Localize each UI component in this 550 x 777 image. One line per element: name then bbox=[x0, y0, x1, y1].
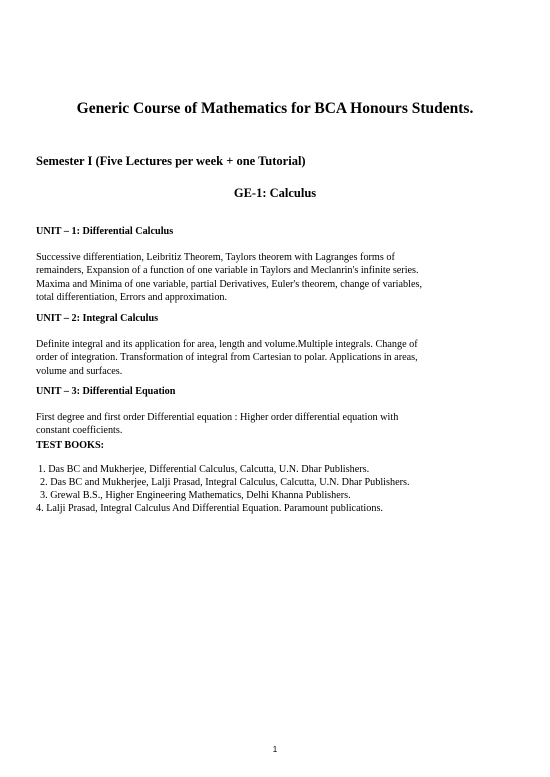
unit-2-description bbox=[36, 338, 496, 378]
semester-heading: Semester I (Five Lectures per week + one Tutorial) bbox=[36, 154, 306, 168]
unit-1-description bbox=[36, 251, 496, 305]
unit-2-line: order of integration. Transformation of integral from Cartesian to polar. Applications in areas, bbox=[36, 352, 418, 364]
unit-1-line: Maxima and Minima of one variable, partial Derivatives, Euler's theorem, change of variables, bbox=[36, 278, 422, 290]
book-item: 2. Das BC and Mukherjee, Lalji Prasad, Integral Calculus, Calcutta, U.N. Dhar Publishers. bbox=[40, 477, 410, 488]
book-item: 3. Grewal B.S., Higher Engineering Mathematics, Delhi Khanna Publishers. bbox=[40, 490, 351, 501]
unit-3-heading: UNIT – 3: Differential Equation bbox=[36, 386, 176, 397]
unit-2-line: Definite integral and its application for area, length and volume.Multiple integrals. Change of bbox=[36, 339, 418, 350]
unit-2-heading: UNIT – 2: Integral Calculus bbox=[36, 313, 159, 324]
page-number: 1 bbox=[272, 745, 278, 754]
books-heading: TEST BOOKS: bbox=[36, 440, 105, 451]
unit-3-description bbox=[36, 411, 496, 438]
course-title: GE-1: Calculus bbox=[233, 186, 317, 200]
unit-1-line: total differentiation, Errors and approximation. bbox=[36, 292, 228, 304]
unit-2-line: volume and surfaces. bbox=[36, 365, 123, 377]
unit-1-line: remainders, Expansion of a function of one variable in Taylors and Meclanrin's infinite series. bbox=[36, 265, 419, 277]
book-item: 4. Lalji Prasad, Integral Calculus And Differential Equation. Paramount publications. bbox=[36, 503, 383, 514]
unit-1-line: Successive differentiation, Leibritiz Theorem, Taylors theorem with Lagranges forms of bbox=[36, 252, 395, 263]
document-title: Generic Course of Mathematics for BCA Honours Students. bbox=[76, 100, 474, 117]
unit-1-heading: UNIT – 1: Differential Calculus bbox=[36, 226, 174, 237]
book-item: 1. Das BC and Mukherjee, Differential Calculus, Calcutta, U.N. Dhar Publishers. bbox=[38, 464, 370, 475]
unit-3-line: First degree and first order Differential equation : Higher order differential equation with bbox=[36, 412, 399, 423]
unit-3-line: constant coefficients. bbox=[36, 425, 123, 437]
